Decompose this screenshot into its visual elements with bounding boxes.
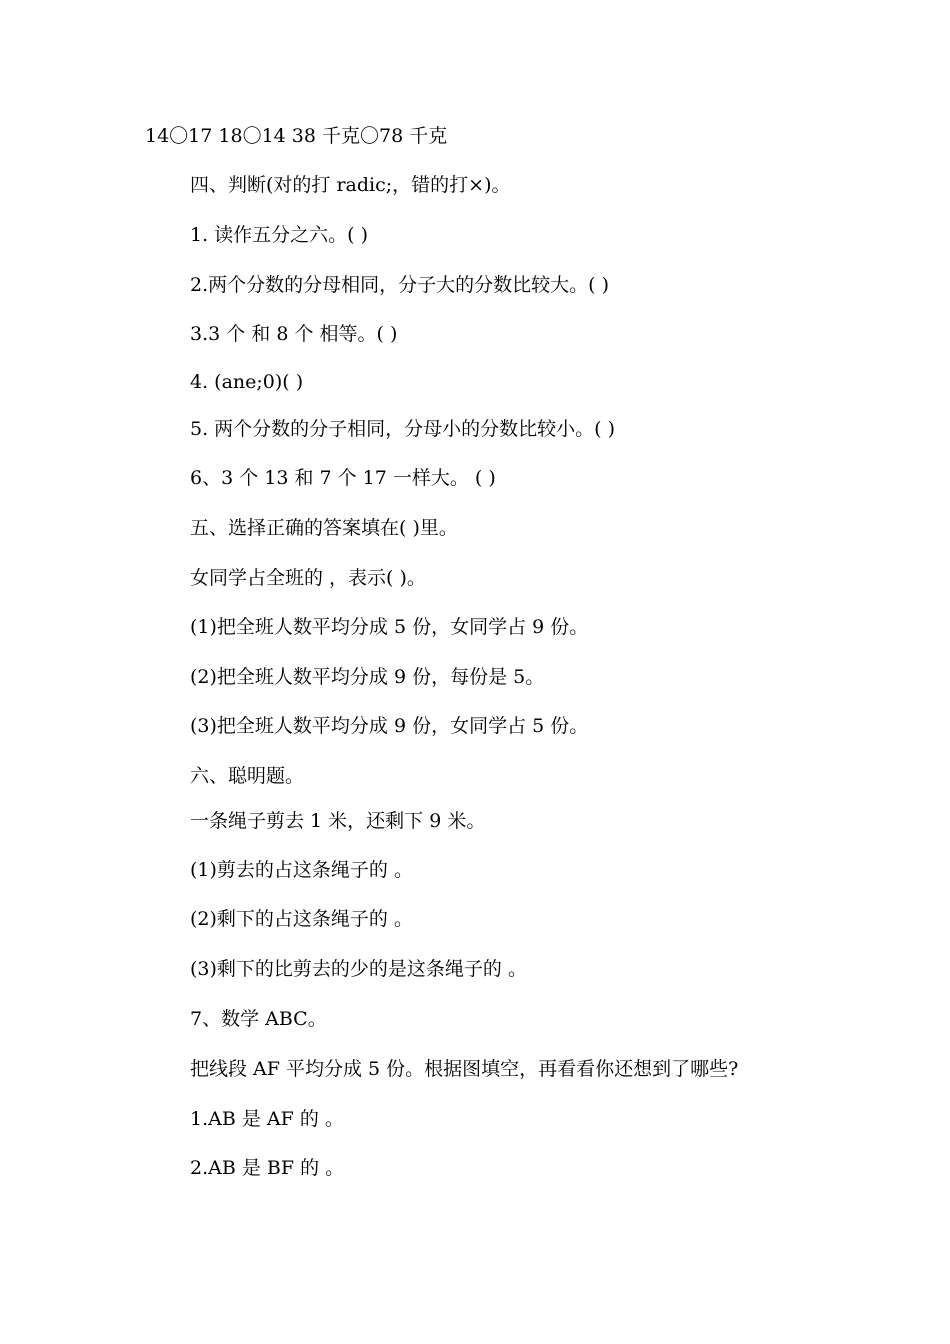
comparison-line: 14〇17 18〇14 38 千克〇78 千克 <box>145 125 448 147</box>
section-five-heading: 五、选择正确的答案填在( )里。 <box>190 517 458 539</box>
rope-item-1: (1)剪去的占这条绳子的 。 <box>190 859 413 881</box>
section-seven-heading: 7、数学 ABC。 <box>190 1008 327 1030</box>
section-six-heading: 六、聪明题。 <box>190 765 305 787</box>
segment-item-1: 1.AB 是 AF 的 。 <box>190 1108 344 1130</box>
judge-item-5: 5. 两个分数的分子相同，分母小的分数比较小。( ) <box>190 418 616 440</box>
rope-item-2: (2)剩下的占这条绳子的 。 <box>190 908 413 930</box>
choice-option-3: (3)把全班人数平均分成 9 份，女同学占 5 份。 <box>190 715 589 737</box>
judge-item-2: 2.两个分数的分母相同，分子大的分数比较大。( ) <box>190 274 609 296</box>
segment-problem: 把线段 AF 平均分成 5 份。根据图填空，再看看你还想到了哪些? <box>190 1058 739 1080</box>
choice-option-1: (1)把全班人数平均分成 5 份，女同学占 9 份。 <box>190 616 589 638</box>
judge-item-3: 3.3 个 和 8 个 相等。( ) <box>190 323 398 345</box>
choice-option-2: (2)把全班人数平均分成 9 份，每份是 5。 <box>190 666 545 688</box>
rope-item-3: (3)剩下的比剪去的少的是这条绳子的 。 <box>190 958 527 980</box>
judge-item-1: 1. 读作五分之六。( ) <box>190 224 369 246</box>
judge-item-4: 4. (ane;0)( ) <box>190 371 304 393</box>
section-four-heading: 四、判断(对的打 radic;，错的打×)。 <box>190 174 511 196</box>
rope-problem: 一条绳子剪去 1 米，还剩下 9 米。 <box>190 810 486 832</box>
judge-item-6: 6、3 个 13 和 7 个 17 一样大。 ( ) <box>190 467 496 489</box>
segment-item-2: 2.AB 是 BF 的 。 <box>190 1157 345 1179</box>
choice-question: 女同学占全班的 ，表示( )。 <box>190 567 426 589</box>
